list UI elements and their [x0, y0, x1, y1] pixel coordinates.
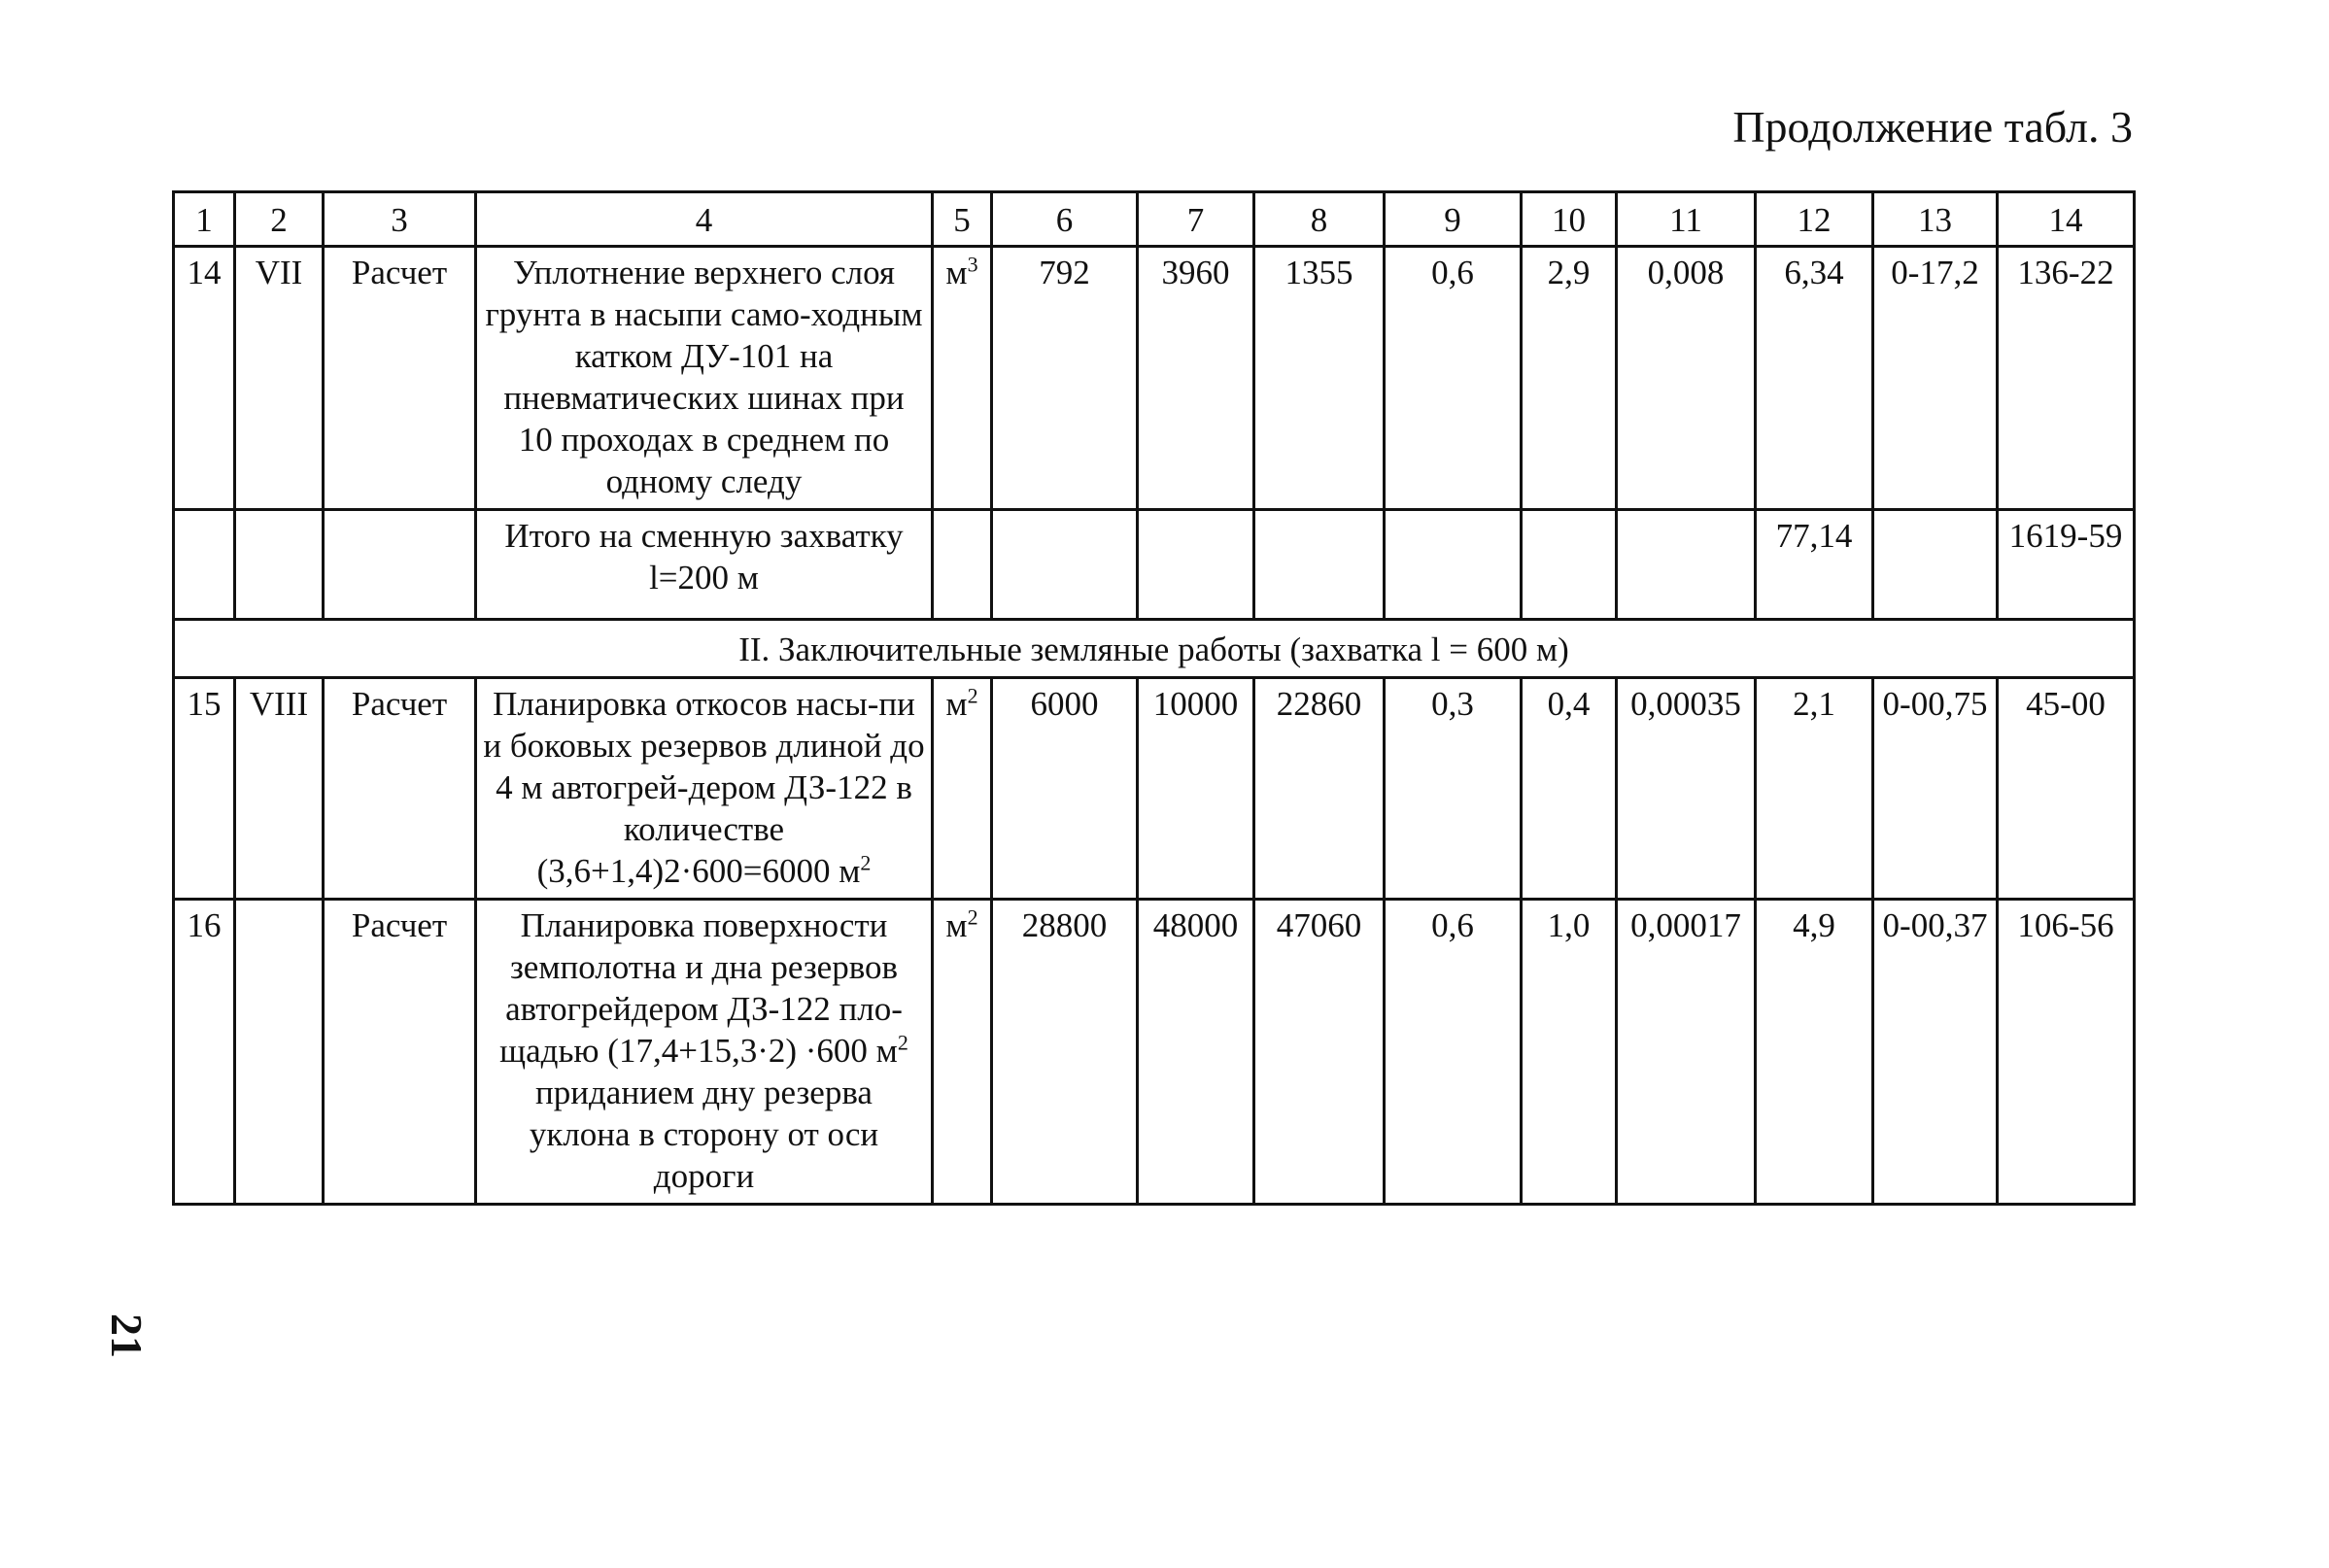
total-description: Итого на сменную захватку l=200 м — [476, 510, 933, 620]
row16-description — [476, 900, 933, 1205]
header-col-2: 2 — [235, 192, 324, 247]
row14-col7: 3960 — [1138, 247, 1254, 510]
row15-category: VIII — [235, 678, 324, 900]
header-col-6: 6 — [992, 192, 1138, 247]
row14-basis: Расчет — [324, 247, 476, 510]
page-number: 21 — [102, 1313, 152, 1358]
row16-description-text-a: Планировка поверхности земполотна и дна резервов автогрейдером ДЗ-122 пло-щадью (17,4+15,3·2) ·600 м — [499, 906, 903, 1070]
row16-unit — [933, 900, 992, 1205]
total-col9 — [1385, 510, 1522, 620]
row15-basis: Расчет — [324, 678, 476, 900]
row15-col14: 45-00 — [1998, 678, 2135, 900]
header-col-5: 5 — [933, 192, 992, 247]
total-col2 — [235, 510, 324, 620]
total-col13 — [1873, 510, 1998, 620]
section-title: II. Заключительные земляные работы (захватка l = 600 м) — [174, 620, 2135, 678]
row16-col11: 0,00017 — [1617, 900, 1756, 1205]
header-col-3: 3 — [324, 192, 476, 247]
total-col11 — [1617, 510, 1756, 620]
row16-col9: 0,6 — [1385, 900, 1522, 1205]
row16-unit-exponent: 2 — [967, 904, 978, 930]
row14-number: 14 — [174, 247, 235, 510]
row14-col11: 0,008 — [1617, 247, 1756, 510]
row16-col8: 47060 — [1254, 900, 1385, 1205]
total-col8 — [1254, 510, 1385, 620]
row15-description-exponent: 2 — [860, 850, 872, 875]
row16-col10: 1,0 — [1522, 900, 1617, 1205]
total-col5 — [933, 510, 992, 620]
table-row-16 — [174, 900, 2135, 1205]
row15-number: 15 — [174, 678, 235, 900]
row14-category: VII — [235, 247, 324, 510]
row16-col6: 28800 — [992, 900, 1138, 1205]
row14-unit-base: м — [945, 254, 968, 291]
work-table — [172, 190, 2136, 1206]
total-col14: 1619-59 — [1998, 510, 2135, 620]
row15-description — [476, 678, 933, 900]
row14-col14: 136-22 — [1998, 247, 2135, 510]
table-row-14 — [174, 247, 2135, 510]
row16-unit-base: м — [945, 906, 968, 944]
header-col-4: 4 — [476, 192, 933, 247]
total-col6 — [992, 510, 1138, 620]
row14-col12: 6,34 — [1756, 247, 1873, 510]
row16-basis: Расчет — [324, 900, 476, 1205]
total-col3 — [324, 510, 476, 620]
row16-col14: 106-56 — [1998, 900, 2135, 1205]
row14-unit — [933, 247, 992, 510]
row15-description-text: Планировка откосов насы-пи и боковых резервов длиной до 4 м автогрей-дером ДЗ-122 в количестве (3,6+1,4)2·600=6000 м — [483, 685, 925, 890]
header-col-1: 1 — [174, 192, 235, 247]
total-col12: 77,14 — [1756, 510, 1873, 620]
header-col-8: 8 — [1254, 192, 1385, 247]
row15-col7: 10000 — [1138, 678, 1254, 900]
row16-description-text-b: приданием дну резерва уклона в сторону от оси дороги — [529, 1074, 879, 1195]
total-col10 — [1522, 510, 1617, 620]
row15-col8: 22860 — [1254, 678, 1385, 900]
row15-unit-base: м — [945, 685, 968, 723]
section-row — [174, 620, 2135, 678]
row14-col8: 1355 — [1254, 247, 1385, 510]
row15-col12: 2,1 — [1756, 678, 1873, 900]
table-row-total — [174, 510, 2135, 620]
total-col1 — [174, 510, 235, 620]
row14-col10: 2,9 — [1522, 247, 1617, 510]
row16-description-exponent: 2 — [897, 1030, 908, 1055]
row16-number: 16 — [174, 900, 235, 1205]
row16-category — [235, 900, 324, 1205]
row15-col10: 0,4 — [1522, 678, 1617, 900]
row15-col6: 6000 — [992, 678, 1138, 900]
row14-col6: 792 — [992, 247, 1138, 510]
row16-col12: 4,9 — [1756, 900, 1873, 1205]
row15-col9: 0,3 — [1385, 678, 1522, 900]
header-col-9: 9 — [1385, 192, 1522, 247]
table-row-15 — [174, 678, 2135, 900]
row15-unit-exponent: 2 — [967, 683, 978, 708]
row14-col9: 0,6 — [1385, 247, 1522, 510]
table-continuation-caption: Продолжение табл. 3 — [1732, 102, 2133, 152]
row15-col11: 0,00035 — [1617, 678, 1756, 900]
header-col-10: 10 — [1522, 192, 1617, 247]
row16-col7: 48000 — [1138, 900, 1254, 1205]
row14-col13: 0-17,2 — [1873, 247, 1998, 510]
row15-unit — [933, 678, 992, 900]
table-header-row — [174, 192, 2135, 247]
header-col-11: 11 — [1617, 192, 1756, 247]
header-col-7: 7 — [1138, 192, 1254, 247]
row16-col13: 0-00,37 — [1873, 900, 1998, 1205]
header-col-14: 14 — [1998, 192, 2135, 247]
header-col-13: 13 — [1873, 192, 1998, 247]
row14-description: Уплотнение верхнего слоя грунта в насыпи само-ходным катком ДУ-101 на пневматических шинах при 10 проходах в среднем по одному следу — [476, 247, 933, 510]
total-col7 — [1138, 510, 1254, 620]
header-col-12: 12 — [1756, 192, 1873, 247]
row14-unit-exponent: 3 — [967, 252, 978, 277]
row15-col13: 0-00,75 — [1873, 678, 1998, 900]
